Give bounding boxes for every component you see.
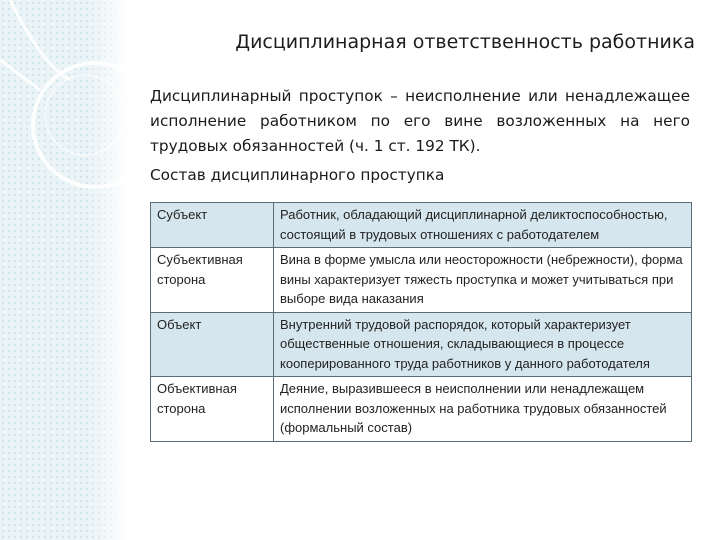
element-description-cell: Деяние, выразившееся в неисполнении или ненадлежащем исполнении возложенных на работника трудовых обязанностей (формальный состав)	[274, 377, 692, 442]
definition-text: – неисполнение или ненадлежащее исполнение работником по его вине возложенных на него трудовых обязанностей (ч. 1 ст. 192 ТК).	[150, 87, 690, 155]
element-name-cell: Субъективная сторона	[151, 248, 274, 313]
table-row	[151, 377, 692, 442]
table-row	[151, 248, 692, 313]
element-description-cell: Работник, обладающий дисциплинарной деликтоспособностью, состоящий в трудовых отношениях с работодателем	[274, 203, 692, 248]
composition-table	[150, 202, 692, 442]
element-name-cell: Субъект	[151, 203, 274, 248]
table-row	[151, 203, 692, 248]
table-row	[151, 312, 692, 377]
element-description-cell: Вина в форме умысла или неосторожности (небрежности), форма вины характеризует тяжесть проступка и может учитываться при выборе вида наказания	[274, 248, 692, 313]
definition-term: Дисциплинарный проступок	[150, 87, 383, 105]
decorative-side-band	[0, 0, 128, 540]
composition-heading: Состав дисциплинарного проступка	[150, 166, 445, 184]
element-name-cell: Объективная сторона	[151, 377, 274, 442]
element-name-cell: Объект	[151, 312, 274, 377]
definition-paragraph	[150, 84, 690, 159]
element-description-cell: Внутренний трудовой распорядок, который характеризует общественные отношения, складывающиеся в процессе кооперированного труда работников у данного работодателя	[274, 312, 692, 377]
slide-title: Дисциплинарная ответственность работника	[235, 31, 695, 53]
